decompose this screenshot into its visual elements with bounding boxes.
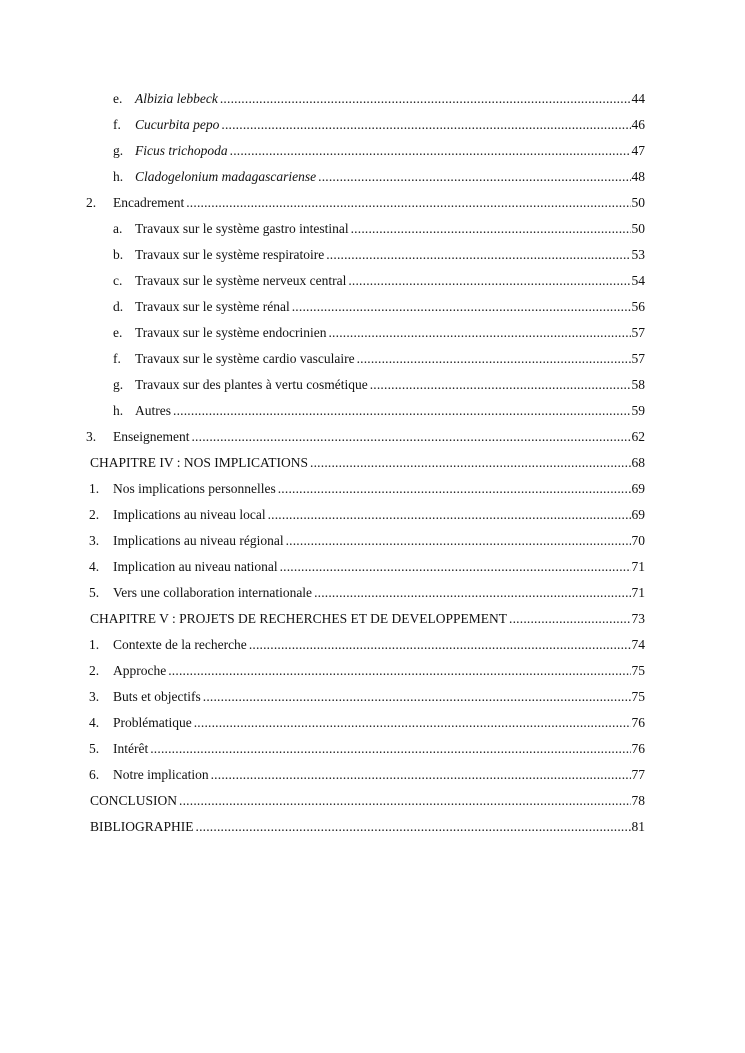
toc-entry-page: 78 (631, 793, 645, 808)
toc-entry-page: 48 (631, 169, 645, 184)
toc-leader-dots (357, 350, 631, 368)
toc-entry-line (135, 376, 645, 394)
toc-leader-dots (150, 740, 630, 758)
toc-entry-title: CHAPITRE V : PROJETS DE RECHERCHES ET DE DEVELOPPEMENT (90, 611, 508, 626)
toc-entry-line (135, 246, 645, 264)
toc-entry-number: h. (113, 169, 124, 184)
toc-entry-line (113, 506, 645, 524)
toc-leader-dots (348, 272, 630, 290)
toc-entry[interactable] (0, 478, 745, 504)
toc-entry-number: 6. (89, 767, 100, 782)
toc-entry-number: g. (113, 143, 124, 158)
toc-entry[interactable] (0, 608, 745, 634)
toc-entry-title: Travaux sur le système respiratoire (135, 247, 325, 262)
toc-entry-title: Contexte de la recherche (113, 637, 247, 652)
toc-entry-title: Albizia lebbeck (135, 91, 218, 106)
toc-entry[interactable] (0, 790, 745, 816)
toc-entry-page: 57 (631, 325, 645, 340)
toc-entry-number: g. (113, 377, 124, 392)
toc-leader-dots (351, 220, 631, 238)
toc-entry-line (113, 194, 645, 212)
toc-entry-number: 2. (89, 507, 100, 522)
toc-entry[interactable] (0, 556, 745, 582)
toc-entry[interactable] (0, 634, 745, 660)
toc-entry-page: 70 (631, 533, 645, 548)
toc-entry-line (135, 220, 645, 238)
toc-entry-page: 75 (631, 689, 645, 704)
toc-entry[interactable] (0, 660, 745, 686)
toc-entry-line (135, 350, 645, 368)
toc-entry-line (135, 402, 645, 420)
toc-leader-dots (370, 376, 631, 394)
toc-leader-dots (194, 714, 631, 732)
toc-entry-number: 3. (89, 689, 100, 704)
toc-entry[interactable] (0, 530, 745, 556)
toc-entry-line (113, 662, 645, 680)
toc-entry-page: 75 (631, 663, 645, 678)
toc-leader-dots (328, 324, 630, 342)
toc-entry-number: h. (113, 403, 124, 418)
toc-entry-line (135, 298, 645, 316)
toc-entry-title: Buts et objectifs (113, 689, 201, 704)
toc-entry-line (135, 324, 645, 342)
toc-entry-number: 3. (86, 429, 97, 444)
toc-entry[interactable] (0, 218, 745, 244)
toc-entry-title: Ficus trichopoda (135, 143, 228, 158)
toc-entry-title: Encadrement (113, 195, 185, 210)
toc-entry-line (113, 688, 645, 706)
toc-entry[interactable] (0, 322, 745, 348)
toc-entry-page: 59 (631, 403, 645, 418)
toc-entry-title: Travaux sur le système nerveux central (135, 273, 347, 288)
toc-entry-line (113, 532, 645, 550)
toc-entry-title: Nos implications personnelles (113, 481, 276, 496)
table-of-contents (0, 88, 745, 842)
toc-entry-line (135, 272, 645, 290)
toc-entry-page: 47 (631, 143, 645, 158)
toc-entry-number: e. (113, 325, 123, 340)
toc-entry-title: Implication au niveau national (113, 559, 278, 574)
toc-entry-page: 57 (631, 351, 645, 366)
toc-entry-line (90, 818, 645, 836)
toc-leader-dots (203, 688, 631, 706)
toc-leader-dots (173, 402, 631, 420)
toc-entry-number: e. (113, 91, 123, 106)
toc-entry-page: 76 (631, 741, 645, 756)
toc-entry[interactable] (0, 582, 745, 608)
toc-entry-number: c. (113, 273, 123, 288)
toc-entry-title: CHAPITRE IV : NOS IMPLICATIONS (90, 455, 309, 470)
toc-leader-dots (509, 610, 630, 628)
toc-entry-title: Intérêt (113, 741, 149, 756)
toc-leader-dots (191, 428, 630, 446)
toc-entry[interactable] (0, 140, 745, 166)
toc-entry-page: 71 (631, 559, 645, 574)
toc-leader-dots (268, 506, 631, 524)
toc-leader-dots (211, 766, 631, 784)
toc-entry-number: a. (113, 221, 123, 236)
toc-entry-page: 54 (631, 273, 645, 288)
toc-entry-title: Cucurbita pepo (135, 117, 220, 132)
toc-entry-title: Autres (135, 403, 171, 418)
toc-leader-dots (318, 168, 630, 186)
toc-entry-page: 71 (631, 585, 645, 600)
toc-leader-dots (230, 142, 631, 160)
toc-leader-dots (220, 90, 631, 108)
toc-leader-dots (280, 558, 631, 576)
toc-entry-line (113, 740, 645, 758)
toc-entry[interactable] (0, 452, 745, 478)
toc-leader-dots (168, 662, 630, 680)
toc-entry[interactable] (0, 426, 745, 452)
toc-leader-dots (249, 636, 631, 654)
toc-entry-number: 3. (89, 533, 100, 548)
toc-entry-page: 50 (631, 195, 645, 210)
toc-entry[interactable] (0, 270, 745, 296)
toc-entry-page: 58 (631, 377, 645, 392)
toc-entry-page: 53 (631, 247, 645, 262)
toc-entry-number: 4. (89, 715, 100, 730)
toc-entry-title: Enseignement (113, 429, 190, 444)
toc-entry[interactable] (0, 764, 745, 790)
toc-entry-title: Problématique (113, 715, 192, 730)
toc-entry-title: Notre implication (113, 767, 209, 782)
toc-entry-line (135, 168, 645, 186)
toc-entry-page: 62 (631, 429, 645, 444)
toc-entry[interactable] (0, 114, 745, 140)
toc-entry-line (113, 558, 645, 576)
toc-entry[interactable] (0, 504, 745, 530)
toc-leader-dots (278, 480, 631, 498)
toc-entry[interactable] (0, 738, 745, 764)
toc-entry-page: 81 (631, 819, 645, 834)
toc-entry-title: Travaux sur des plantes à vertu cosmétique (135, 377, 368, 392)
toc-entry-number: 1. (89, 637, 100, 652)
toc-entry-title: Vers une collaboration internationale (113, 585, 313, 600)
toc-leader-dots (196, 818, 631, 836)
toc-entry-title: Travaux sur le système cardio vasculaire (135, 351, 355, 366)
toc-entry-page: 68 (631, 455, 645, 470)
toc-entry-page: 50 (631, 221, 645, 236)
toc-entry-line (135, 116, 645, 134)
toc-entry-page: 76 (631, 715, 645, 730)
toc-entry[interactable] (0, 686, 745, 712)
toc-entry-title: Implications au niveau régional (113, 533, 284, 548)
toc-entry-line (90, 610, 645, 628)
toc-entry-line (90, 454, 645, 472)
toc-entry-number: 5. (89, 741, 100, 756)
toc-leader-dots (326, 246, 630, 264)
toc-entry[interactable] (0, 400, 745, 426)
toc-entry-page: 56 (631, 299, 645, 314)
toc-entry[interactable] (0, 296, 745, 322)
toc-entry[interactable] (0, 166, 745, 192)
toc-entry-line (113, 428, 645, 446)
toc-entry-title: Travaux sur le système endocrinien (135, 325, 327, 340)
toc-entry-title: BIBLIOGRAPHIE (90, 819, 194, 834)
toc-entry-line (113, 584, 645, 602)
toc-entry-number: 2. (89, 663, 100, 678)
toc-entry-number: 5. (89, 585, 100, 600)
toc-entry[interactable] (0, 712, 745, 738)
toc-entry-number: 1. (89, 481, 100, 496)
toc-entry[interactable] (0, 192, 745, 218)
toc-entry-title: CONCLUSION (90, 793, 178, 808)
toc-entry-title: Cladogelonium madagascariense (135, 169, 317, 184)
toc-entry-page: 74 (631, 637, 645, 652)
toc-entry[interactable] (0, 244, 745, 270)
toc-entry-line (113, 480, 645, 498)
toc-leader-dots (314, 584, 630, 602)
toc-entry-page: 46 (631, 117, 645, 132)
toc-entry-line (113, 766, 645, 784)
toc-entry[interactable] (0, 816, 745, 842)
toc-entry-page: 77 (631, 767, 645, 782)
toc-entry-number: f. (113, 117, 121, 132)
toc-entry-title: Approche (113, 663, 167, 678)
toc-entry-number: 2. (86, 195, 97, 210)
toc-entry[interactable] (0, 348, 745, 374)
toc-entry-page: 73 (631, 611, 645, 626)
toc-leader-dots (186, 194, 630, 212)
toc-leader-dots (286, 532, 631, 550)
toc-entry-number: f. (113, 351, 121, 366)
toc-entry-title: Travaux sur le système rénal (135, 299, 290, 314)
toc-entry-line (113, 636, 645, 654)
toc-entry[interactable] (0, 88, 745, 114)
toc-leader-dots (310, 454, 630, 472)
toc-leader-dots (179, 792, 630, 810)
toc-leader-dots (292, 298, 631, 316)
toc-entry-line (113, 714, 645, 732)
toc-entry[interactable] (0, 374, 745, 400)
toc-entry-number: d. (113, 299, 124, 314)
toc-entry-title: Implications au niveau local (113, 507, 266, 522)
toc-entry-page: 69 (631, 481, 645, 496)
toc-entry-line (135, 90, 645, 108)
toc-entry-page: 69 (631, 507, 645, 522)
toc-entry-line (90, 792, 645, 810)
toc-entry-number: b. (113, 247, 124, 262)
toc-entry-line (135, 142, 645, 160)
toc-leader-dots (221, 116, 630, 134)
toc-entry-title: Travaux sur le système gastro intestinal (135, 221, 349, 236)
toc-entry-number: 4. (89, 559, 100, 574)
toc-entry-page: 44 (631, 91, 645, 106)
